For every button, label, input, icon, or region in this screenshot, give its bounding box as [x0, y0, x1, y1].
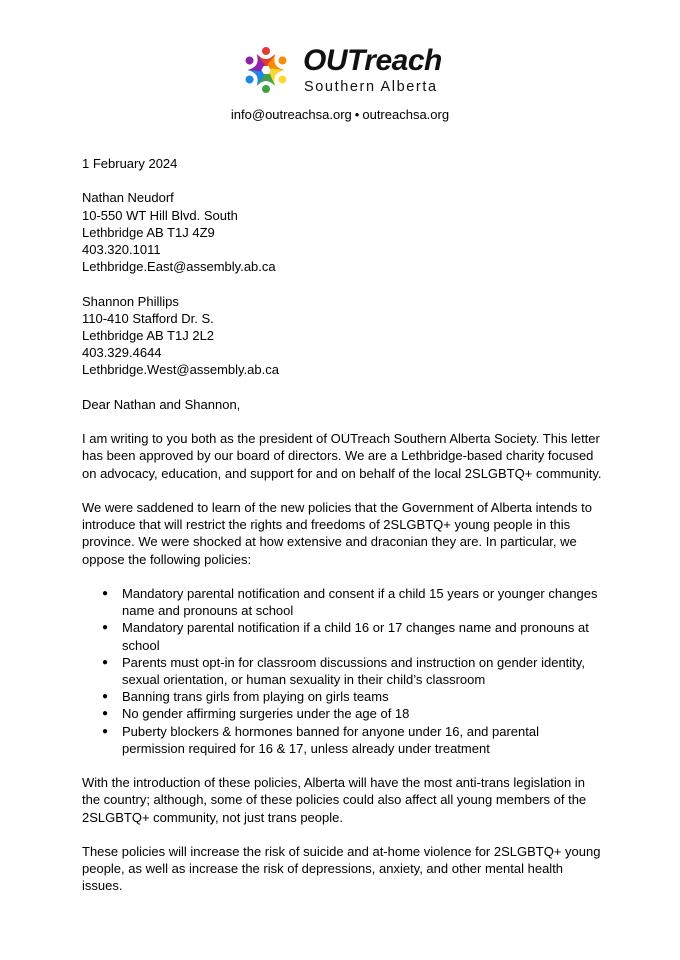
bullet-icon: ●	[102, 691, 109, 703]
bullet-icon: ●	[102, 708, 109, 720]
recipient-address-line: 10-550 WT Hill Blvd. South	[82, 207, 238, 223]
bullet-icon: ●	[102, 587, 109, 599]
list-item	[102, 705, 602, 722]
recipient-phone: 403.329.4644	[82, 345, 162, 361]
list-item-text: Banning trans girls from playing on girls teams	[122, 689, 389, 705]
list-item-text: No gender affirming surgeries under the age of 18	[122, 706, 410, 722]
recipient-city-line: Lethbridge AB T1J 4Z9	[82, 224, 215, 240]
salutation: Dear Nathan and Shannon,	[82, 396, 241, 412]
contact-line	[0, 106, 680, 124]
recipient-email[interactable]: Lethbridge.West@assembly.ab.ca	[82, 362, 279, 378]
list-item-text: Puberty blockers & hormones banned for anyone under 16, and parental permission required for 16 & 17, unless already under treatment	[122, 723, 539, 756]
body-paragraph: With the introduction of these policies, Alberta will have the most anti-trans legislation in the country; although, some of these policies could also affect all young members of the 2SLGBTQ+ community, not just trans people.	[82, 775, 587, 825]
bullet-icon: ●	[102, 622, 109, 634]
recipient-name: Shannon Phillips	[82, 293, 179, 309]
list-item	[102, 723, 602, 757]
logo-subtitle: Southern Alberta	[304, 79, 438, 95]
bullet-icon: ●	[102, 656, 109, 668]
recipient-address-line: 110-410 Stafford Dr. S.	[82, 310, 214, 326]
recipient-city-line: Lethbridge AB T1J 2L2	[82, 328, 215, 343]
letter-body	[82, 155, 602, 912]
people-circle-icon	[240, 44, 292, 96]
body-paragraph: We were saddened to learn of the new policies that the Government of Alberta intends to introduce that will restrict the rights and freedoms of 2SLGBTQ+ young people in this province. We were shocked at how extensive and draconian they are. In particular, we oppose the following policies:	[82, 499, 592, 567]
list-item	[102, 585, 602, 619]
list-item	[102, 654, 602, 688]
contact-email[interactable]: info@outreachsa.org	[230, 107, 352, 122]
list-item-text: Mandatory parental notification and consent if a child 15 years or younger changes name and pronouns at school	[122, 585, 598, 619]
bullet-icon: ●	[102, 725, 109, 737]
logo-title: OUTreach	[303, 44, 442, 77]
recipient-block	[82, 189, 602, 275]
list-item	[102, 688, 602, 705]
recipient-block	[82, 293, 602, 379]
recipient-email[interactable]: Lethbridge.East@assembly.ab.ca	[82, 259, 276, 275]
letter-date: 1 February 2024	[82, 156, 178, 171]
list-item-text: Parents must opt-in for classroom discussions and instruction on gender identity, sexual orientation, or human sexuality in their child’s classroom	[122, 654, 585, 687]
body-paragraph: I am writing to you both as the president of OUTreach Southern Alberta Society. This letter has been approved by our board of directors. We are a Lethbridge-based charity focused on advocacy, education, and support for and on behalf of the local 2SLGBTQ+ community.	[82, 431, 602, 481]
list-item-text: Mandatory parental notification if a child 16 or 17 changes name and pronouns at school	[122, 620, 589, 653]
outreach-logo	[240, 44, 450, 100]
recipient-phone: 403.320.1011	[82, 242, 161, 257]
contact-separator: •	[354, 107, 360, 122]
list-item	[102, 619, 602, 653]
body-paragraph: These policies will increase the risk of suicide and at-home violence for 2SLGBTQ+ young people, as well as increase the risk of depressions, anxiety, and other mental health issues.	[82, 844, 601, 894]
contact-website[interactable]: outreachsa.org	[362, 107, 450, 122]
policy-list	[82, 585, 602, 757]
recipient-name: Nathan Neudorf	[82, 190, 174, 206]
